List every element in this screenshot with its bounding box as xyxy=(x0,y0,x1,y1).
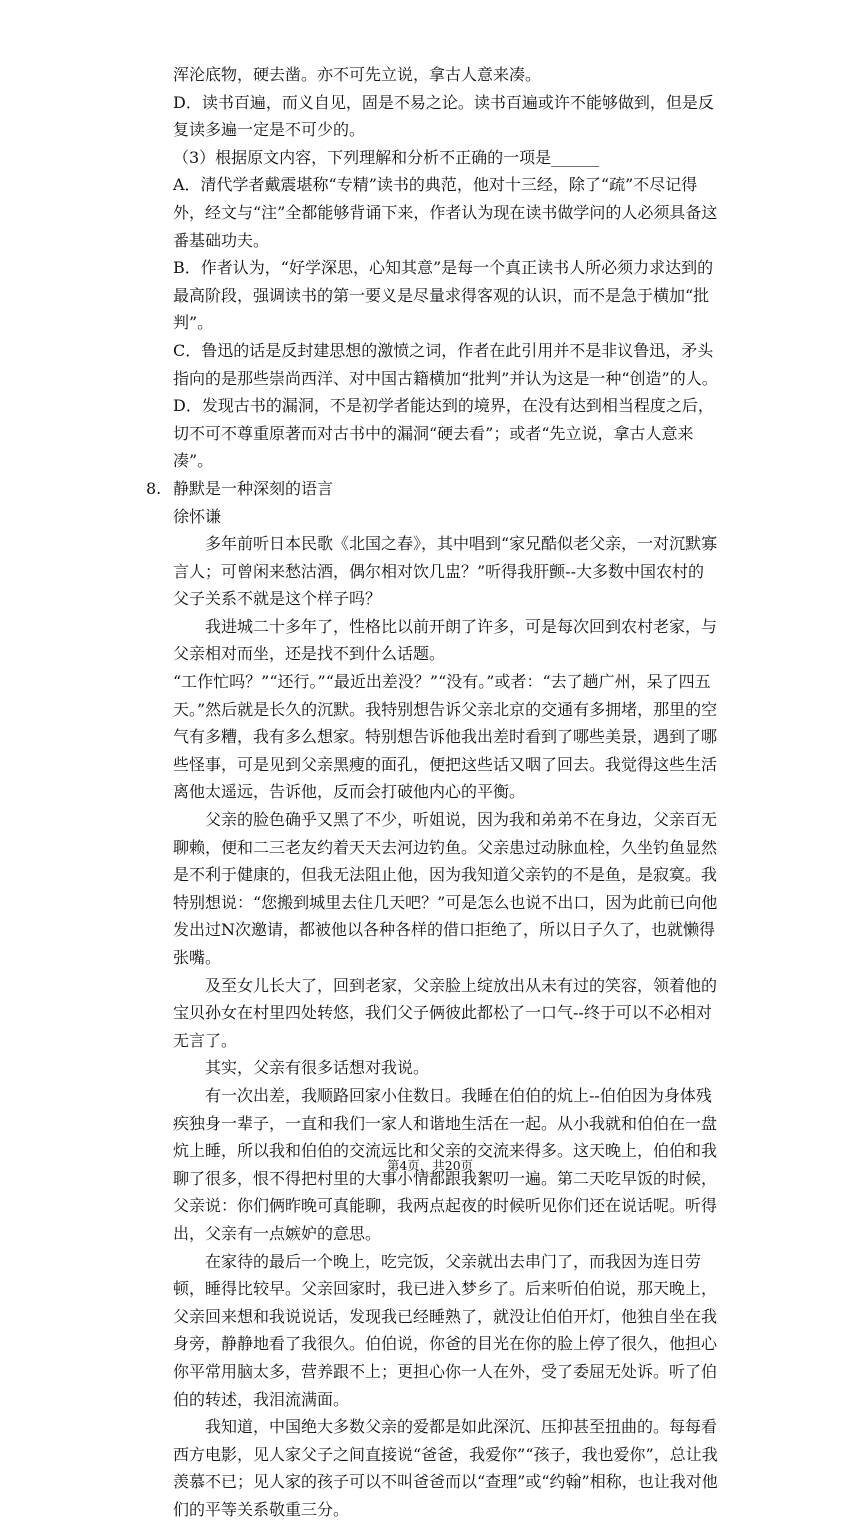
article-paragraph: 我进城二十多年了，性格比以前开朗了许多，可是每次回到农村老家，与父亲相对而坐，还是找不到什么话题。 xyxy=(173,616,718,664)
text-line: 浑沦底物，硬去凿。亦不可先立说，拿古人意来凑。 xyxy=(173,65,542,84)
option-d-prev: D．读书百遍，而义自见，固是不易之论。读书百遍或许不能够做到，但是反复读多遍一定是不可少的。 xyxy=(173,92,714,140)
question-3-option-c: C．鲁迅的话是反封建思想的激愤之词，作者在此引用并不是非议鲁迅，矛头指向的是那些崇尚西洋、对中国古籍横加“批判”并认为这是一种“创造”的人。 xyxy=(173,340,718,388)
article-paragraph: 有一次出差，我顺路回家小住数日。我睡在伯伯的炕上--伯伯因为身体残疾独身一辈子，一直和我们一家人和谐地生活在一起。从小我就和伯伯在一盘炕上睡，所以我和伯伯的交流远比和父亲的交流来得多。这天晚上，伯伯和我聊了很多，恨不得把村里的大事小情都跟我絮叨一遍。第二天吃早饭的时候，父亲说：你们俩昨晚可真能聊，我两点起夜的时候听见你们还在说话呢。听得出，父亲有一点嫉妒的意思。 xyxy=(173,1085,718,1243)
question-8 xyxy=(146,475,719,503)
article-paragraph: “工作忙吗？”“还行。”“最近出差没？”“没有。”或者：“去了趟广州，呆了四五天。”然后就是长久的沉默。我特别想告诉父亲北京的交通有多拥堵，那里的空气有多糟，我有多么想家。特别想告诉他我出差时看到了哪些美景，遇到了哪些怪事，可是见到父亲黑瘦的面孔，便把这些话又咽了回去。我觉得这些生活离他太遥远，告诉他，反而会打破他内心的平衡。 xyxy=(173,672,718,802)
question-number: 8. xyxy=(146,478,162,498)
question-3-option-b: B．作者认为，“好学深思，心知其意”是每一个真正读书人所必须力求达到的最高阶段，强调读书的第一要义是尽量求得客观的认识，而不是急于横加“批判”。 xyxy=(173,258,714,333)
article-paragraph: 在家待的最后一个晚上，吃完饭，父亲就出去串门了，而我因为连日劳顿，睡得比较早。父亲回家时，我已进入梦乡了。后来听伯伯说，那天晚上，父亲回来想和我说说话，发现我已经睡熟了，就没让伯伯开灯，他独自坐在我身旁，静静地看了我很久。伯伯说，你爸的目光在你的脸上停了很久，他担心你平常用脑太多，营养跟不上；更担心你一人在外，受了委屈无处诉。听了伯伯的转述，我泪流满面。 xyxy=(173,1251,718,1409)
page-content xyxy=(146,61,719,1523)
article-paragraph: 多年前听日本民歌《北国之春》，其中唱到“家兄酷似老父亲，一对沉默寡言人；可曾闲来愁沽酒，偶尔相对饮几盅？”听得我肝颤--大多数中国农村的父子关系不就是这个样子吗？ xyxy=(173,534,718,609)
article-title: 静默是一种深刻的语言 xyxy=(173,478,334,498)
article-paragraph: 及至女儿长大了，回到老家，父亲脸上绽放出从未有过的笑容，领着他的宝贝孙女在村里四处转悠，我们父子俩彼此都松了一口气--终于可以不必相对无言了。 xyxy=(173,975,718,1050)
question-3-option-d: D．发现古书的漏洞，不是初学者能达到的境界，在没有达到相当程度之后，切不可不尊重原著而对古书中的漏洞“硬去看”；或者“先立说，拿古人意来凑”。 xyxy=(173,396,714,471)
article-paragraph: 其实，父亲有很多话想对我说。 xyxy=(205,1058,430,1078)
article-author: 徐怀谦 xyxy=(173,506,222,526)
page-footer: 第4页，共20页 xyxy=(386,1158,474,1173)
question-3-stem: （3）根据原文内容，下列理解和分析不正确的一项是______ xyxy=(173,147,600,167)
article-paragraph: 父亲的脸色确乎又黑了不少，听姐说，因为我和弟弟不在身边，父亲百无聊赖，便和二三老友约着天天去河边钓鱼。父亲患过动脉血栓，久坐钓鱼显然是不利于健康的，但我无法阻止他，因为我知道父亲钓的不是鱼，是寂寞。我特别想说：“您搬到城里去住几天吧？”可是怎么也说不出口，因为此前已向他发出过N次邀请，都被他以各种各样的借口拒绝了，所以日子久了，也就懒得张嘴。 xyxy=(173,810,718,967)
question-3-option-a: A．清代学者戴震堪称“专精”读书的典范，他对十三经，除了“疏”不尽记得外，经文与“注”全都能够背诵下来，作者认为现在读书做学问的人必须具备这番基础功夫。 xyxy=(173,175,718,250)
article-paragraph: 我知道，中国绝大多数父亲的爱都是如此深沉、压抑甚至扭曲的。每每看西方电影，见人家父子之间直接说“爸爸，我爱你”“孩子，我也爱你”，总让我羡慕不已；见人家的孩子可以不叫爸爸而以“查理”或“约翰”相称，也让我对他们的平等关系敬重三分。 xyxy=(173,1417,718,1519)
